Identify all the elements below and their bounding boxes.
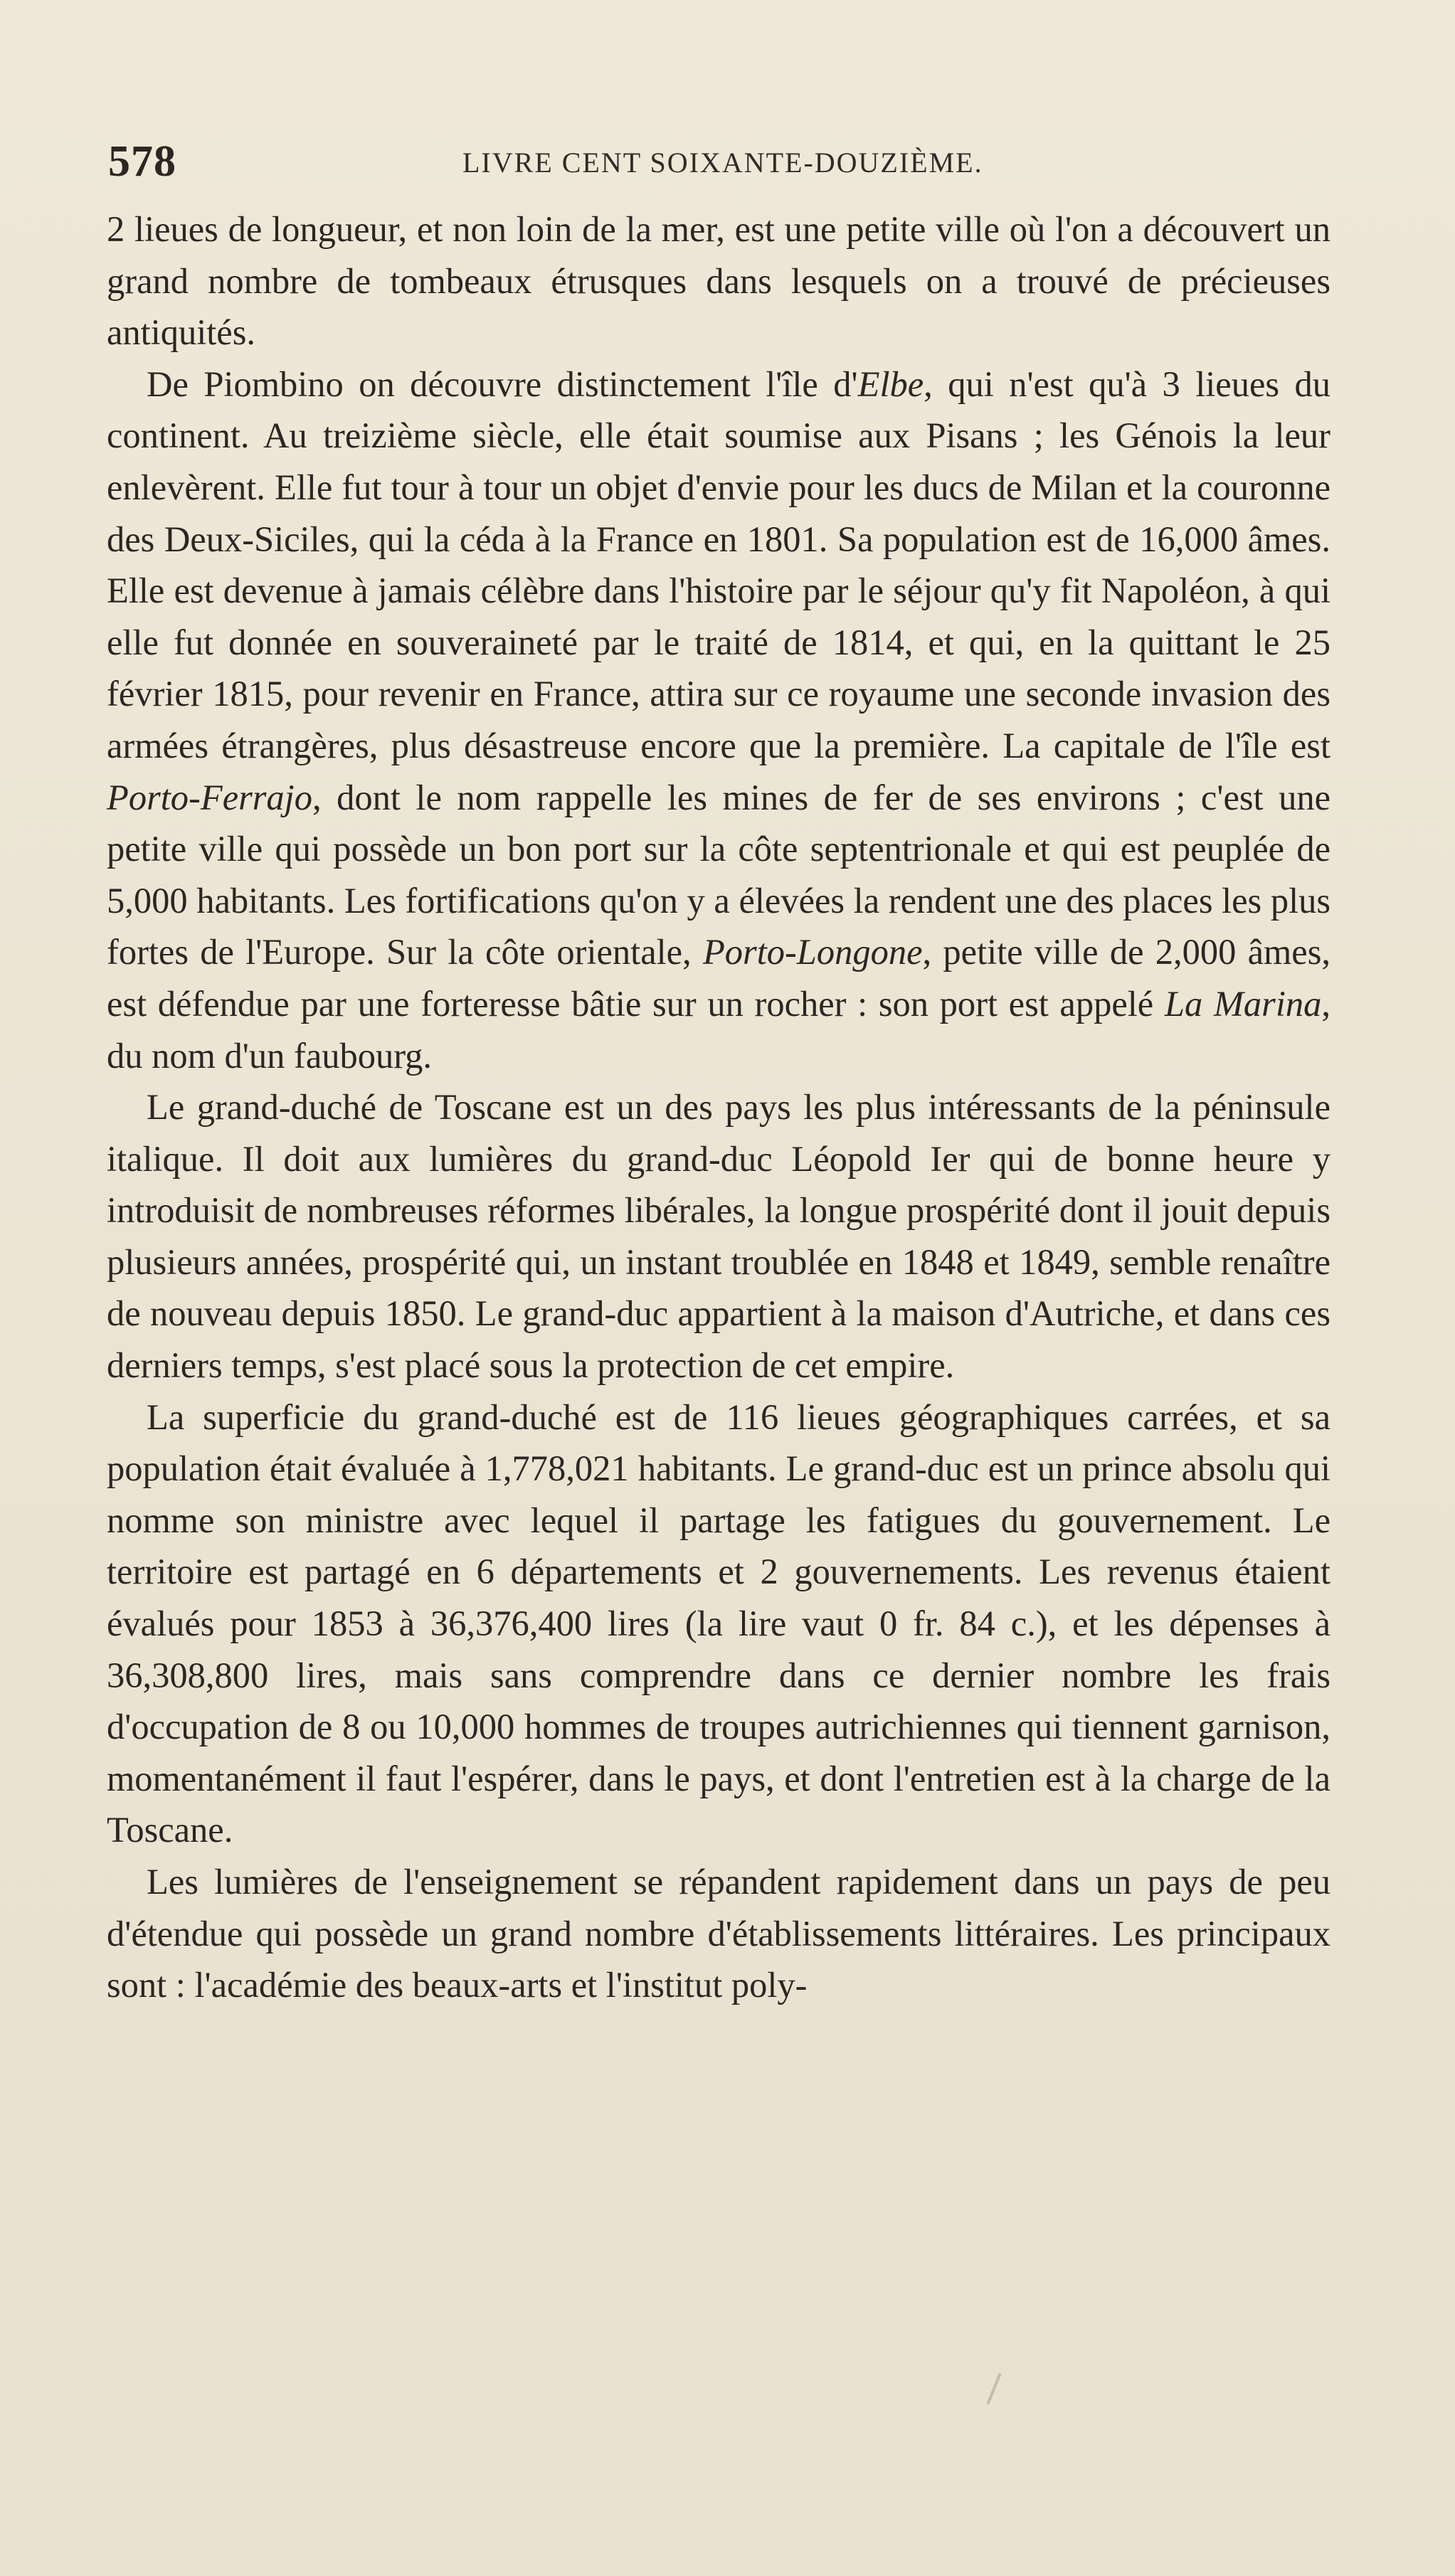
running-head: LIVRE CENT SOIXANTE-DOUZIÈME. (462, 147, 983, 179)
place-name-elbe: Elbe (857, 364, 924, 404)
paragraph-3 (107, 1081, 1330, 1392)
page-number: 578 (108, 137, 176, 186)
paragraph-5 (107, 1856, 1330, 2011)
body-text (107, 203, 1330, 2011)
paragraph-1-text: 2 lieues de longueur, et non loin de la mer, est une petite ville où l'on a découvert un grand nombre de tombeaux étrusques dans lesquels on a trouvé de précieuses antiquités. (107, 209, 1330, 353)
place-name-porto-ferrajo: Porto-Ferrajo (107, 777, 312, 817)
paragraph-4 (107, 1392, 1330, 1856)
paragraph-2-text: De Piombino on découvre distinctement l'île d' (147, 364, 858, 404)
paragraph-3-text: Le grand-duché de Toscane est un des pays les plus intéressants de la péninsule italique. Il doit aux lumières du grand-duc Léopold Ier qui de bonne heure y introduisit de nombreuses réformes libérales, la longue prospérité dont il jouit depuis plusieurs années, prospérité qui, un instant troublée en 1848 et 1849, semble renaître de nouveau depuis 1850. Le grand-duc appartient à la maison d'Autriche, et dans ces derniers temps, s'est placé sous la protection de cet empire. (107, 1087, 1330, 1386)
paragraph-2-text: , du nom d'un faubourg. (107, 983, 1330, 1076)
paragraph-2-text: , qui n'est qu'à 3 lieues du continent. Au treizième siècle, elle était soumise aux Pisans ; les Génois la leur enlevèrent. Elle fut tour à tour un objet d'envie pour les ducs de Milan et la couronne des Deux-Siciles, qui la céda à la France en 1801. Sa population est de 16,000 âmes. Elle est devenue à jamais célèbre dans l'histoire par le séjour qu'y fit Napoléon, à qui elle fut donnée en souveraineté par le traité de 1814, et qui, en la quittant le 25 février 1815, pour revenir en France, attira sur ce royaume une seconde invasion des armées étrangères, plus désastreuse encore que la première. La capitale de l'île est (107, 364, 1330, 765)
paragraph-2 (107, 359, 1330, 1081)
place-name-la-marina: La Marina (1164, 983, 1322, 1024)
place-name-porto-longone: Porto-Longone (702, 932, 923, 972)
margin-pencil-mark (987, 2373, 1002, 2405)
paragraph-1 (107, 203, 1330, 359)
paragraph-2-text: , dont le nom rappelle les mines de fer de ses environs ; c'est une petite ville qui possède un bon port sur la côte septentrionale et qui est peuplée de 5,000 habitants. Les fortifications qu'on y a élevées la rendent une des places les plus fortes de l'Europe. Sur la côte orientale, (107, 777, 1330, 972)
paragraph-5-text: Les lumières de l'enseignement se répandent rapidement dans un pays de peu d'étendue qui possède un grand nombre d'établissements littéraires. Les principaux sont : l'académie des beaux-arts et l'institut poly- (107, 1862, 1330, 2005)
paragraph-4-text: La superficie du grand-duché est de 116 lieues géographiques carrées, et sa population était évaluée à 1,778,021 habitants. Le grand-duc est un prince absolu qui nomme son ministre avec lequel il partage les fatigues du gouvernement. Le territoire est partagé en 6 départements et 2 gouvernements. Les revenus étaient évalués pour 1853 à 36,376,400 lires (la lire vaut 0 fr. 84 c.), et les dépenses à 36,308,800 lires, mais sans comprendre dans ce dernier nombre les frais d'occupation de 8 ou 10,000 hommes de troupes autrichiennes qui tiennent garnison, momentanément il faut l'espérer, dans le pays, et dont l'entretien est à la charge de la Toscane. (107, 1396, 1330, 1850)
paragraph-2-text: , petite ville de 2,000 âmes, est défendue par une forteresse bâtie sur un rocher : son port est appelé (107, 932, 1330, 1024)
